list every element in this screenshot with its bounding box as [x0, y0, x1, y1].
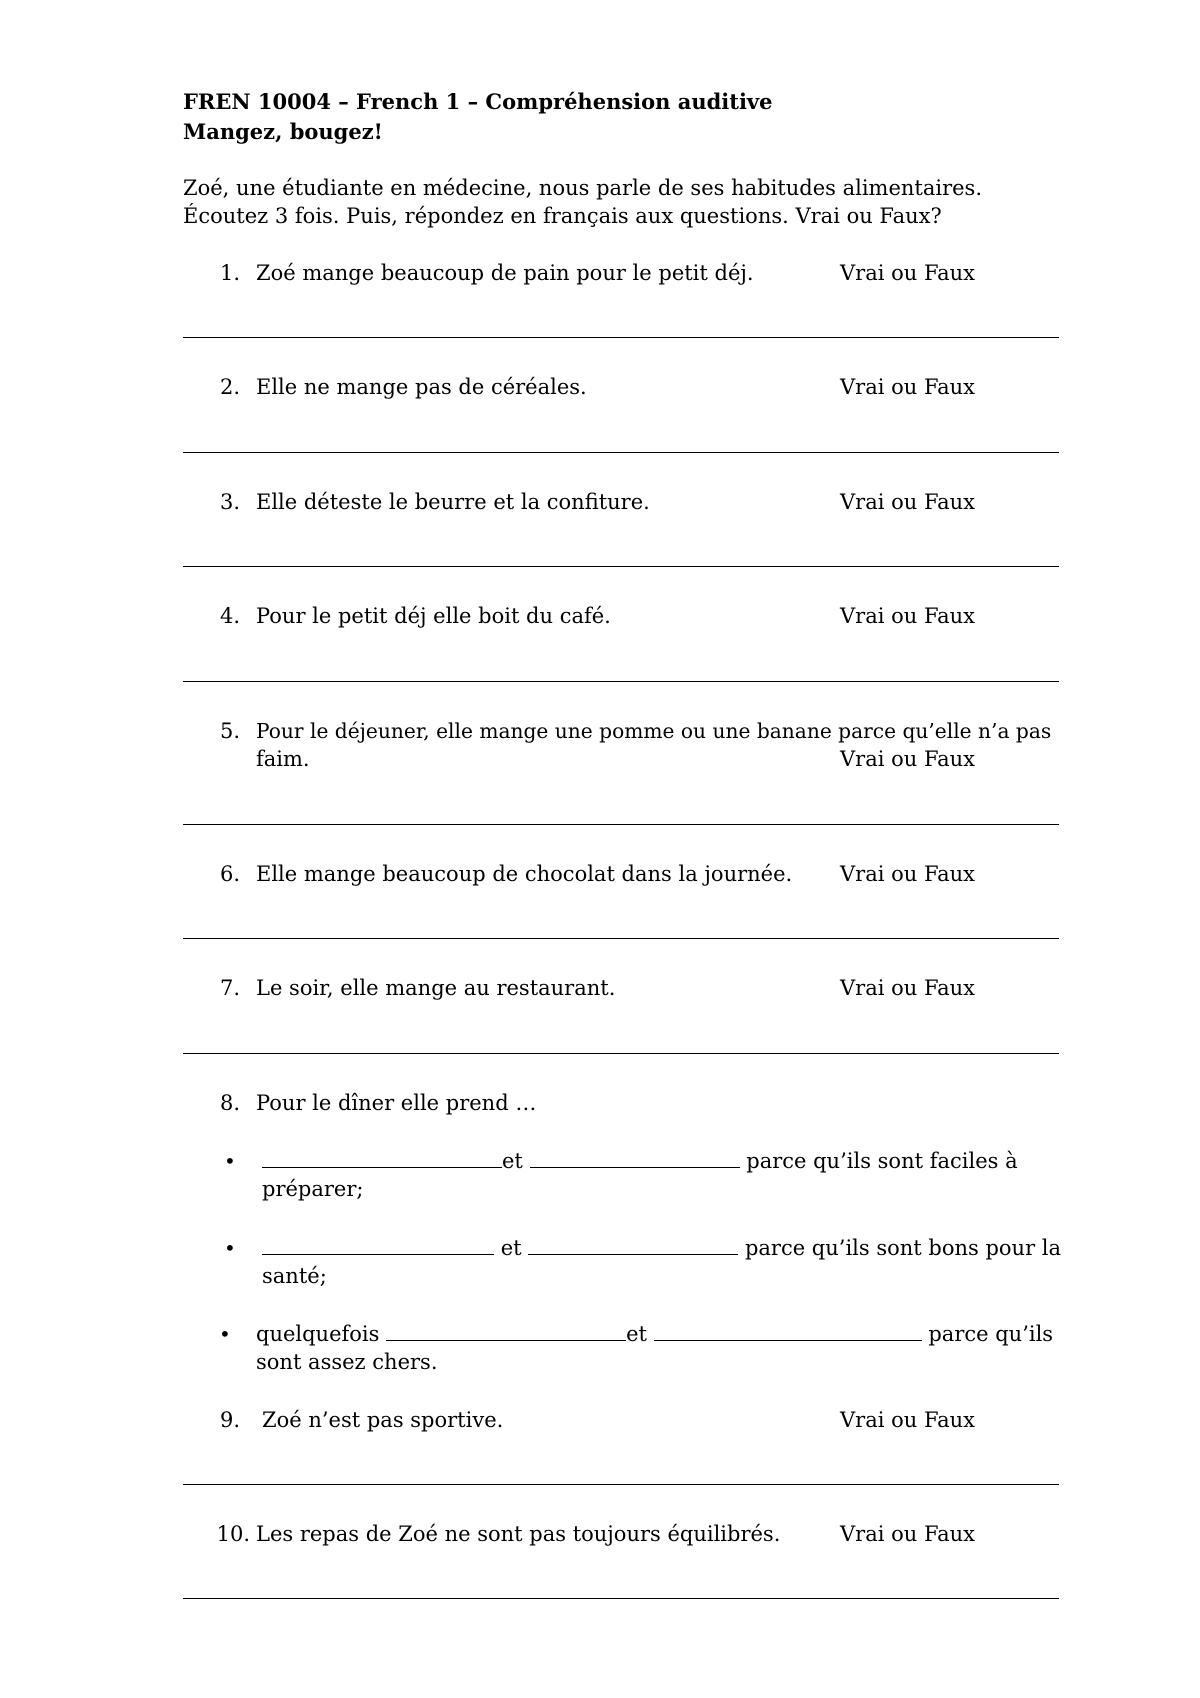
fill-in-line — [262, 1234, 1061, 1262]
blank-field[interactable] — [262, 1236, 494, 1255]
question-text-continued: faim. — [256, 747, 310, 771]
true-false-label: Vrai ou Faux — [840, 1408, 975, 1432]
question-number: 2. — [219, 375, 240, 399]
question-text: Les repas de Zoé ne sont pas toujours équilibrés. — [256, 1522, 781, 1546]
question-number: 4. — [219, 604, 240, 628]
question-text: Le soir, elle mange au restaurant. — [256, 976, 616, 1000]
intro-line-2: Écoutez 3 fois. Puis, répondez en français aux questions. Vrai ou Faux? — [183, 204, 942, 228]
question-number: 5. — [219, 719, 240, 743]
question-text: Pour le petit déj elle boit du café. — [256, 604, 611, 628]
worksheet-title: Mangez, bougez! — [183, 119, 383, 144]
question-text: Zoé n’est pas sportive. — [262, 1408, 504, 1432]
answer-line[interactable] — [183, 566, 1059, 567]
bullet-point: • — [224, 1236, 236, 1260]
question-text: Pour le dîner elle prend … — [256, 1091, 537, 1115]
blank-field[interactable] — [530, 1149, 740, 1168]
answer-line[interactable] — [183, 681, 1059, 682]
true-false-label: Vrai ou Faux — [840, 490, 975, 514]
answer-line[interactable] — [183, 824, 1059, 825]
blank-field[interactable] — [386, 1322, 626, 1341]
fill-in-line — [262, 1147, 1018, 1175]
bullet-point: • — [219, 1322, 231, 1346]
frequency-word: quelquefois — [256, 1322, 380, 1346]
answer-line[interactable] — [183, 1484, 1059, 1485]
answer-line[interactable] — [183, 1053, 1059, 1054]
true-false-label: Vrai ou Faux — [840, 747, 975, 771]
fill-in-line — [256, 1320, 1053, 1348]
question-text: Elle déteste le beurre et la confiture. — [256, 490, 650, 514]
answer-line[interactable] — [183, 452, 1059, 453]
question-number: 8. — [219, 1091, 240, 1115]
question-number: 6. — [219, 862, 240, 886]
reason-text-continued: préparer; — [262, 1177, 364, 1201]
question-text: Zoé mange beaucoup de pain pour le petit déj. — [256, 261, 754, 285]
connector-word: et — [626, 1322, 647, 1346]
question-text: Pour le déjeuner, elle mange une pomme ou une banane parce qu’elle n’a pas — [256, 719, 1052, 743]
connector-word: et — [500, 1236, 522, 1260]
question-number: 10. — [216, 1522, 250, 1546]
blank-field[interactable] — [262, 1149, 502, 1168]
reason-text: parce qu’ils sont faciles à — [746, 1149, 1018, 1173]
question-number: 7. — [219, 976, 240, 1000]
true-false-label: Vrai ou Faux — [840, 604, 975, 628]
reason-text: parce qu’ils sont bons pour la — [744, 1236, 1062, 1260]
answer-line[interactable] — [183, 1598, 1059, 1599]
answer-line[interactable] — [183, 938, 1059, 939]
reason-text: parce qu’ils — [928, 1322, 1054, 1346]
connector-word: et — [502, 1149, 523, 1173]
question-number: 9. — [219, 1408, 240, 1432]
bullet-point: • — [224, 1149, 236, 1173]
question-number: 3. — [219, 490, 240, 514]
true-false-label: Vrai ou Faux — [840, 1522, 975, 1546]
question-text: Elle mange beaucoup de chocolat dans la journée. — [256, 862, 793, 886]
blank-field[interactable] — [654, 1322, 922, 1341]
answer-line[interactable] — [183, 337, 1059, 338]
true-false-label: Vrai ou Faux — [840, 976, 975, 1000]
reason-text-continued: santé; — [262, 1264, 327, 1288]
true-false-label: Vrai ou Faux — [840, 261, 975, 285]
question-text: Elle ne mange pas de céréales. — [256, 375, 587, 399]
true-false-label: Vrai ou Faux — [840, 375, 975, 399]
intro-line-1: Zoé, une étudiante en médecine, nous parle de ses habitudes alimentaires. — [183, 176, 982, 200]
reason-text-continued: sont assez chers. — [256, 1350, 438, 1374]
blank-field[interactable] — [528, 1236, 738, 1255]
true-false-label: Vrai ou Faux — [840, 862, 975, 886]
question-number: 1. — [219, 261, 240, 285]
course-title: FREN 10004 – French 1 – Compréhension auditive — [183, 89, 773, 114]
